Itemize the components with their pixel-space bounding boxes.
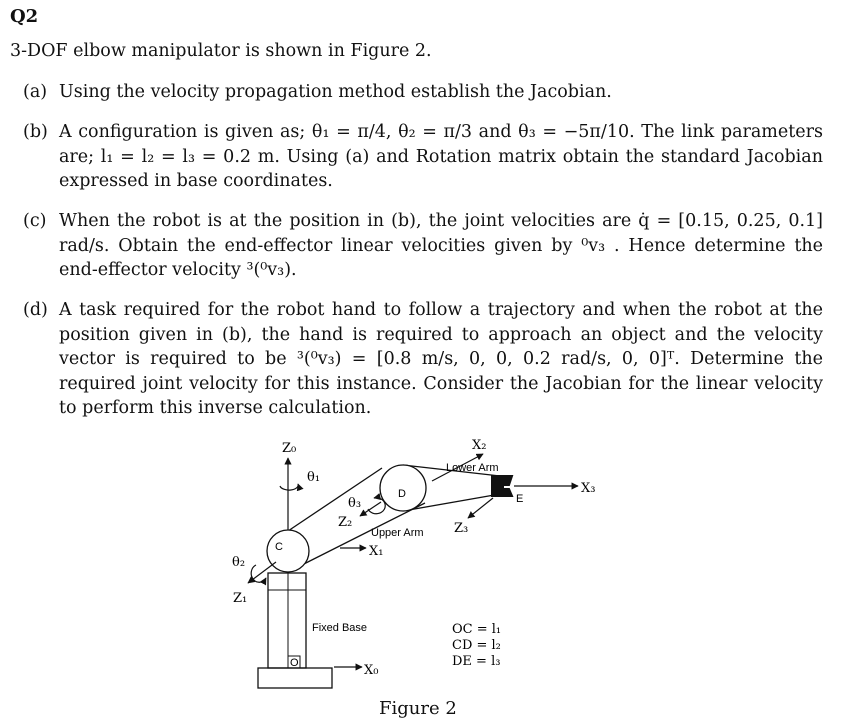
part-c-text: When the robot is at the position in (b), the joint velocities are q̇ = [0.15, 0.25, 0.1] rad/s. Obtain the end-effector linear velocities given by ⁰v₃ . Hence determine the end-effector velocity ³(⁰v₃).: [59, 211, 823, 280]
label-x2: X₂: [472, 438, 487, 453]
part-d-label: (d): [23, 300, 48, 320]
end-effector-gripper: [492, 476, 512, 496]
label-z2: Z₂: [338, 515, 353, 530]
label-theta2: θ₂: [232, 555, 246, 570]
label-z0: Z₀: [282, 441, 297, 456]
part-b-label: (b): [23, 122, 48, 142]
part-b-text: A configuration is given as; θ₁ = π/4, θ₂ = π/3 and θ₃ = −5π/10. The link parameters are; l₁ = l₂ = l₃ = 0.2 m. Using (a) and Rotation matrix obtain the standard Jacobian expressed in base coordinates.: [59, 122, 823, 191]
label-joint-c: C: [275, 541, 283, 553]
part-d-text: A task required for the robot hand to follow a trajectory and when the robot at the position given in (b), the hand is required to approach an object and the velocity vector is required to be ³(⁰v₃) = [0.8 m/s, 0, 0, 0.2 rad/s, 0, 0]ᵀ. Determine the required joint velocity for this instance. Consider the Jacobian for the linear velocity to perform this inverse calculation.: [59, 300, 823, 418]
label-joint-d: D: [398, 488, 406, 500]
label-e: E: [516, 493, 524, 505]
label-fixed-base: Fixed Base: [312, 622, 368, 634]
theta2-rotation-arrow: [251, 565, 266, 582]
label-joint-o: O: [290, 657, 299, 669]
label-de: DE = l₃: [452, 654, 501, 669]
upper-arm-top-edge: [288, 468, 382, 531]
part-a-label: (a): [23, 82, 48, 102]
part-c-label: (c): [23, 211, 47, 231]
column: [268, 573, 306, 668]
z3-axis: [468, 498, 493, 518]
label-x0: X₀: [364, 663, 379, 678]
theta3-rotation-arrow: [368, 498, 385, 514]
label-z3: Z₃: [454, 521, 469, 536]
part-a-text: Using the velocity propagation method establish the Jacobian.: [59, 82, 612, 102]
label-z1: Z₁: [233, 591, 248, 606]
question-title: Q2: [10, 6, 39, 27]
label-x1: X₁: [369, 544, 384, 559]
figure-caption: Figure 2: [379, 698, 457, 719]
label-theta1: θ₁: [307, 470, 321, 485]
label-x3: X₃: [581, 481, 596, 496]
joint-c: [267, 530, 309, 572]
base-plate: [258, 668, 332, 688]
label-upper-arm: Upper Arm: [371, 527, 424, 539]
theta1-rotation-arrow: [280, 484, 298, 490]
label-oc: OC = l₁: [452, 622, 502, 637]
label-cd: CD = l₂: [452, 638, 501, 653]
question-intro: 3-DOF elbow manipulator is shown in Figure 2.: [10, 41, 432, 61]
label-theta3: θ₃: [348, 496, 362, 511]
label-lower-arm: Lower Arm: [446, 462, 499, 474]
